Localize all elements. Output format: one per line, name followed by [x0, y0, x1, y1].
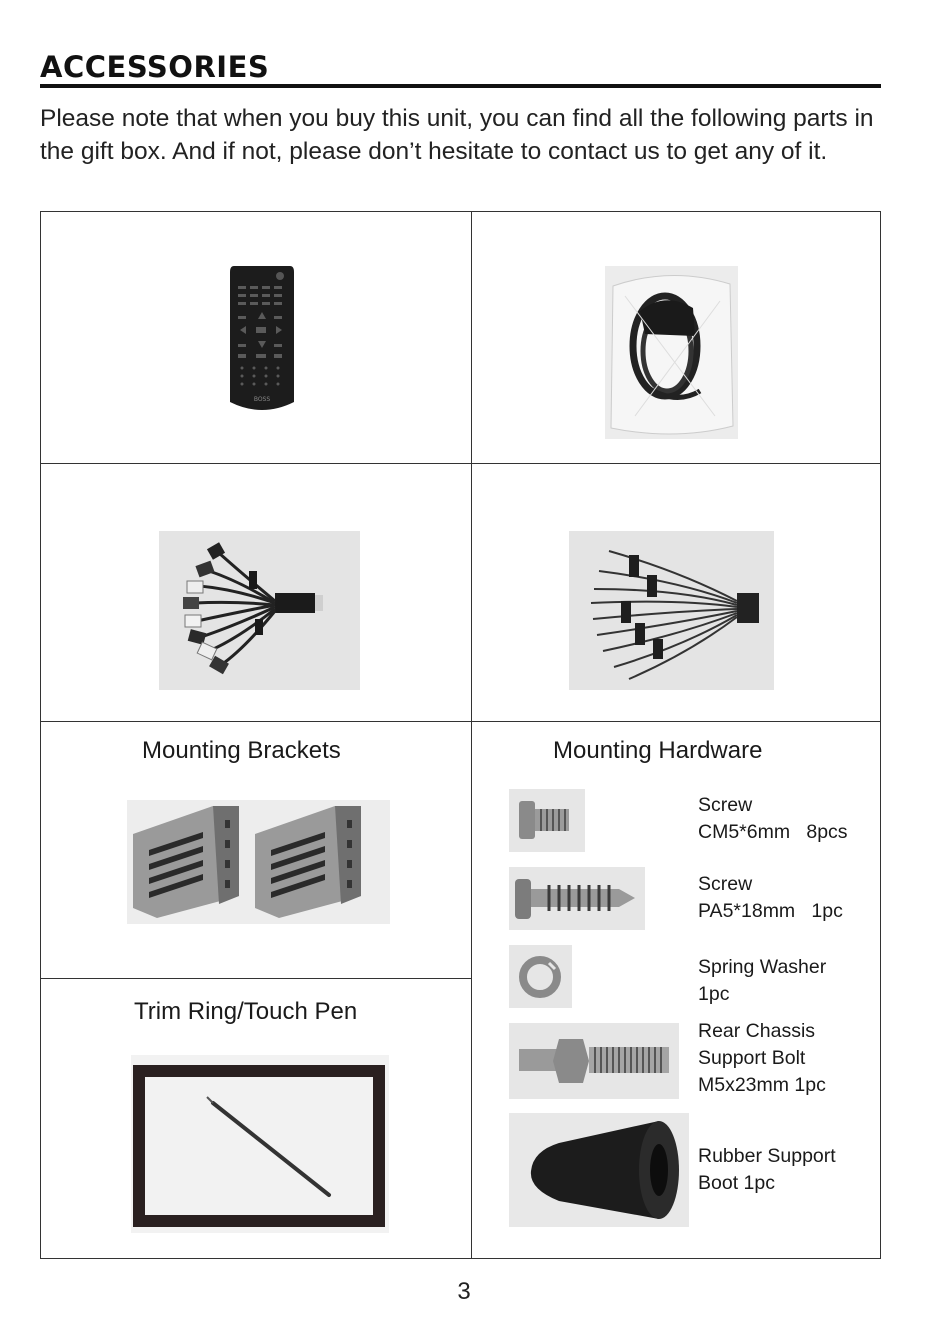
grid-divider-row1	[40, 463, 881, 464]
hardware-label-spring-washer: Spring Washer 1pc	[698, 956, 827, 1005]
page-heading: ACCESSORIES	[40, 50, 270, 84]
hardware-label-rubber-boot: Rubber Support Boot 1pc	[698, 1145, 836, 1194]
mounting-brackets-image	[127, 800, 390, 924]
intro-paragraph: Please note that when you buy this unit, you can find all the following parts in the gift box. And if not, please don’t hesitate to contact us to get any of it.	[40, 105, 874, 165]
hardware-label-support-bolt: Rear Chassis Support Bolt M5x23mm 1pc	[698, 1020, 826, 1096]
grid-divider-row3	[40, 978, 471, 979]
wire-harness-image	[569, 531, 774, 690]
mounting-brackets-title: Mounting Brackets	[142, 737, 341, 764]
grid-divider-vertical	[471, 211, 472, 1259]
page-number: 3	[457, 1278, 471, 1305]
cable-bag-image	[605, 266, 738, 439]
screw-cm5-image	[509, 789, 585, 852]
mounting-hardware-title: Mounting Hardware	[553, 737, 763, 764]
rca-harness-image	[159, 531, 360, 690]
trim-ring-image	[131, 1055, 389, 1233]
hardware-label-screw-cm5: Screw CM5*6mm 8pcs	[698, 794, 848, 843]
screw-pa5-image	[509, 867, 645, 930]
remote-brand-label: BOSS	[253, 396, 271, 403]
grid-divider-row2	[40, 721, 881, 722]
remote-control-image	[228, 266, 296, 414]
trim-ring-title: Trim Ring/Touch Pen	[134, 998, 358, 1025]
hardware-label-screw-pa5: Screw PA5*18mm 1pc	[698, 873, 843, 922]
heading-underline	[40, 84, 881, 88]
spring-washer-image	[509, 945, 572, 1008]
rubber-boot-image	[509, 1113, 689, 1227]
support-bolt-image	[509, 1023, 679, 1099]
